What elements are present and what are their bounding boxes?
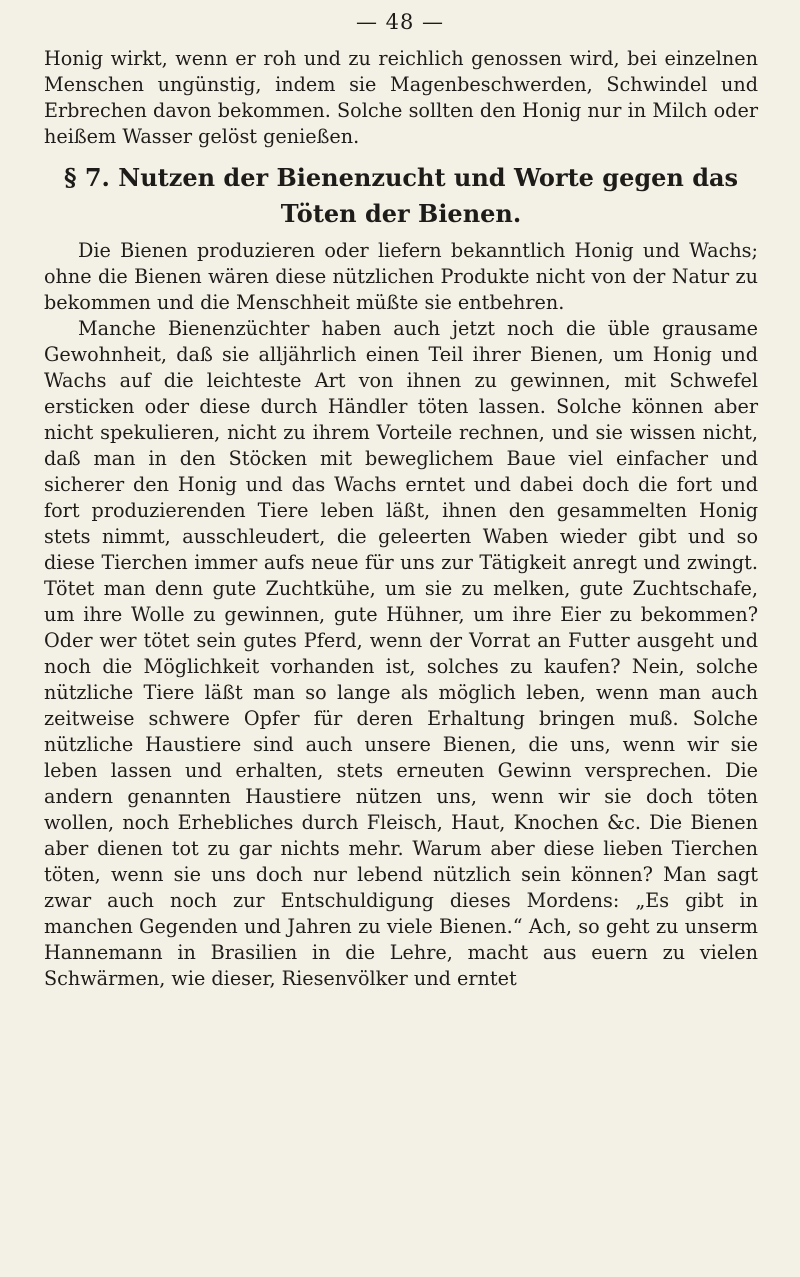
section-heading: [44, 160, 758, 232]
paragraph-1: Die Bienen produzieren oder liefern bekanntlich Honig und Wachs; ohne die Bienen wären diese nützlichen Produkte nicht von der Natur zu bekommen und die Menschheit müßte sie entbehren.: [44, 239, 758, 314]
section-heading-line-1: § 7. Nutzen der Bienenzucht und Worte gegen das: [63, 163, 739, 192]
page-number: — 48 —: [355, 10, 445, 34]
intro-paragraph: [44, 46, 758, 150]
section-body: [44, 238, 758, 992]
intro-text: Honig wirkt, wenn er roh und zu reichlich genossen wird, bei einzelnen Menschen ungünstig, indem sie Magenbeschwerden, Schwindel und Erbrechen davon bekommen. Solche sollten den Honig nur in Milch oder heißem Wasser gelöst genießen.: [44, 47, 758, 148]
paragraph-2: Manche Bienenzüchter haben auch jetzt noch die üble grausame Gewohnheit, daß sie alljährlich einen Teil ihrer Bienen, um Honig und Wachs auf die leichteste Art von ihnen zu gewinnen, mit Schwefel ersticken oder diese durch Händler töten lassen. Solche können aber nicht spekulieren, nicht zu ihrem Vorteile rechnen, und sie wissen nicht, daß man in den Stöcken mit beweglichem Baue viel einfacher und sicherer den Honig und das Wachs erntet und dabei doch die fort und fort produzierenden Tiere leben läßt, ihnen den gesammelten Honig stets nimmt, ausschleudert, die geleerten Waben wieder gibt und so diese Tierchen immer aufs neue für uns zur Tätigkeit anregt und zwingt. Tötet man denn gute Zuchtkühe, um sie zu melken, gute Zuchtschafe, um ihre Wolle zu gewinnen, gute Hühner, um ihre Eier zu bekommen? Oder wer tötet sein gutes Pferd, wenn der Vorrat an Futter ausgeht und noch die Möglichkeit vorhanden ist, solches zu kaufen? Nein, solche nützliche Tiere läßt man so lange als möglich leben, wenn man auch zeitweise schwere Opfer für deren Erhaltung bringen muß. Solche nützliche Haustiere sind auch unsere Bienen, die uns, wenn wir sie leben lassen und erhalten, stets erneuten Gewinn versprechen. Die andern genannten Haustiere nützen uns, wenn wir sie doch töten wollen, noch Erhebliches durch Fleisch, Haut, Knochen &c. Die Bienen aber dienen tot zu gar nichts mehr. Warum aber diese lieben Tierchen töten, wenn sie uns doch nur lebend nützlich sein können? Man sagt zwar auch noch zur Entschuldigung dieses Mordens: „Es gibt in manchen Gegenden und Jahren zu viele Bienen.“ Ach, so geht zu unserm Hannemann in Brasilien in die Lehre, macht aus euern zu vielen Schwärmen, wie dieser, Riesenvölker und erntet: [44, 317, 758, 990]
section-heading-line-2: Töten der Bienen.: [280, 199, 522, 228]
